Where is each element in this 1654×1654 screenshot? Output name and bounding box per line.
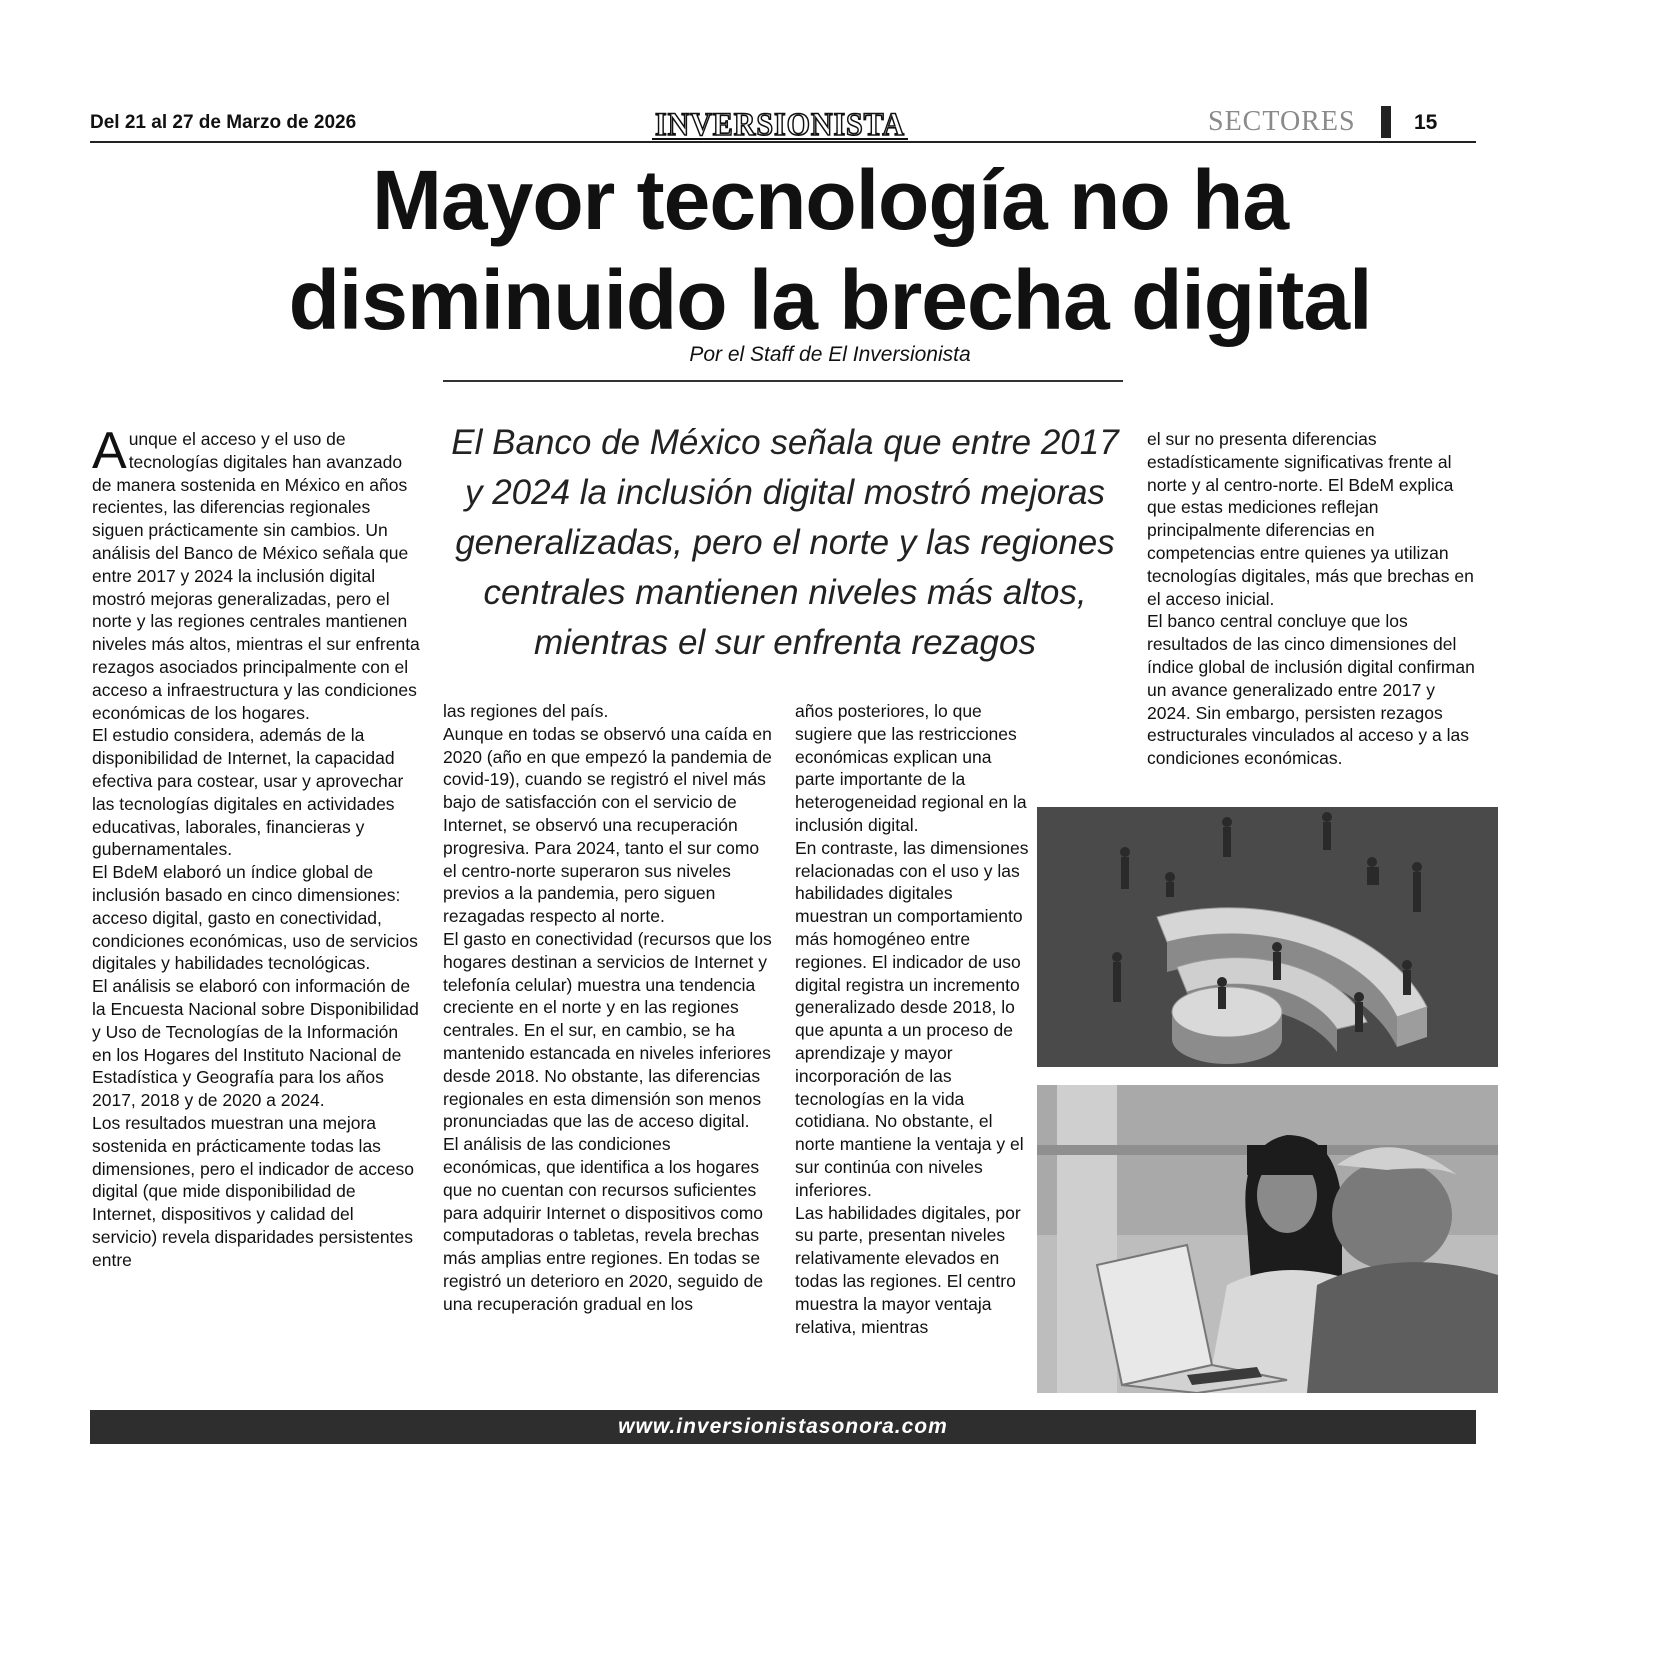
svg-text:INVERSIONISTA: INVERSIONISTA	[655, 108, 905, 140]
paragraph: El gasto en conectividad (recursos que los hogares destinan a servicios de Internet y telefonía celular) muestra una tendencia creciente en el norte y en las regiones centrales. En el sur, en cambio, se ha mantenido estancada en niveles inferiores desde 2018. No obstante, las diferencias regionales en esta dimensión son menos pronunciadas que las de acceso digital.	[443, 928, 772, 1132]
article-column-3	[795, 700, 1030, 1338]
headline	[120, 150, 1540, 350]
byline-rule	[443, 380, 1123, 382]
footer-url[interactable]: www.inversionistasonora.com	[90, 1410, 1476, 1444]
page-number: 15	[1414, 111, 1438, 134]
section-divider	[1381, 106, 1391, 138]
paragraph: El BdeM elaboró un índice global de inclusión basado en cinco dimensiones: acceso digital, gasto en conectividad, condiciones económicas, uso de servicios digitales y habilidades tecnológicas.	[92, 862, 418, 974]
issue-date: Del 21 al 27 de Marzo de 2026	[90, 112, 357, 133]
drop-cap: A	[92, 422, 127, 480]
paragraph: En contraste, las dimensiones relacionadas con el uso y las habilidades digitales muestran un comportamiento más homogéneo entre regiones. El indicador de uso digital registra un incremento generalizado desde 2018, lo que apunta a un proceso de aprendizaje y mayor incorporación de las tecnologías en la vida cotidiana. No obstante, el norte mantiene la ventaja y el sur continúa con niveles inferiores.	[795, 837, 1029, 1200]
paragraph: unque el acceso y el uso de tecnologías digitales han avanzado de manera sostenida en México en años recientes, las diferencias regionales siguen prácticamente sin cambios. Un análisis del Banco de México señala que entre 2017 y 2024 la inclusión digital mostró mejoras generalizadas, pero el norte y las regiones centrales mantienen niveles más altos, mientras el sur enfrenta rezagos asociados principalmente con el acceso a infraestructura y las condiciones económicas de los hogares.	[92, 429, 420, 723]
paragraph: las regiones del país.	[443, 701, 609, 721]
paragraph: El análisis de las condiciones económicas, que identifica a los hogares que no cuentan con recursos suficientes para adquirir Internet o dispositivos como computadoras o tabletas, revela brechas más amplias entre regiones. En todas se registró un deterioro en 2020, seguido de una recuperación gradual en los	[443, 1134, 764, 1314]
headline-line-1: Mayor tecnología no ha	[371, 153, 1289, 247]
paragraph: Las habilidades digitales, por su parte, presentan niveles relativamente elevados en todas las regiones. El centro muestra la mayor ventaja relativa, mientras	[795, 1202, 1021, 1337]
paragraph: años posteriores, lo que sugiere que las restricciones económicas explican una parte importante de la heterogeneidad regional en la inclusión digital.	[795, 701, 1027, 835]
section-label: SECTORES	[1208, 106, 1356, 137]
paragraph: el sur no presenta diferencias estadísticamente significativas frente al norte y al centro-norte. El BdeM explica que estas mediciones reflejan principalmente diferencias en competencias entre quienes ya utilizan tecnologías digitales, más que brechas en el acceso inicial.	[1147, 429, 1474, 609]
paragraph: Aunque en todas se observó una caída en 2020 (año en que empezó la pandemia de covid-19), cuando se registró el nivel más bajo de satisfacción con el servicio de Internet, se observó una recuperación progresiva. Para 2024, tanto el sur como el centro-norte superaron sus niveles previos a la pandemia, pero siguen rezagadas respecto al norte.	[443, 723, 772, 927]
wifi-illustration	[1037, 807, 1498, 1067]
article-column-1	[92, 422, 422, 1271]
paragraph: El estudio considera, además de la disponibilidad de Internet, la capacidad efectiva para costear, usar y aprovechar las tecnologías digitales en actividades educativas, laborales, financieras y gubernamentales.	[92, 725, 404, 860]
article-column-4	[1147, 428, 1477, 770]
byline: Por el Staff de El Inversionista	[689, 343, 971, 366]
article-column-2	[443, 700, 773, 1316]
paragraph: Los resultados muestran una mejora sostenida en prácticamente todas las dimensiones, pero el indicador de acceso digital (que mide disponibilidad de Internet, dispositivos y calidad del servicio) revela disparidades persistentes entre	[92, 1112, 414, 1270]
headline-line-2: disminuido la brecha digital	[288, 253, 1372, 347]
paragraph: El análisis se elaboró con información de la Encuesta Nacional sobre Disponibilidad y Uso de Tecnologías de la Información en los Hogares del Instituto Nacional de Estadística y Geografía para los años 2017, 2018 y de 2020 a 2024.	[92, 976, 419, 1111]
masthead-logo	[652, 108, 908, 140]
laptop-photo	[1037, 1085, 1498, 1393]
paragraph: El banco central concluye que los resultados de las cinco dimensiones del índice global de inclusión digital confirman un avance generalizado entre 2017 y 2024. Sin embargo, persisten rezagos estructurales vinculados al acceso y a las condiciones económicas.	[1147, 611, 1475, 769]
pull-quote: El Banco de México señala que entre 2017 y 2024 la inclusión digital mostró mejoras generalizadas, pero el norte y las regiones centrales mantienen niveles más altos, mientras el sur enfrenta rezagos	[451, 423, 1119, 662]
header-rule	[90, 141, 1476, 143]
